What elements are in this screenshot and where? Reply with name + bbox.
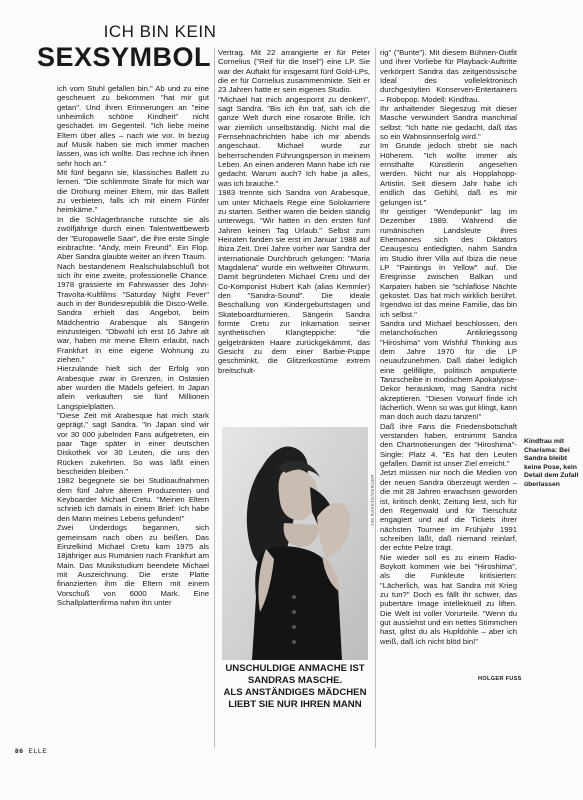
caption-line: UNSCHULDIGE ANMACHE IST <box>225 663 365 674</box>
paragraph: Zwei Underdogs begannen, sich gemeinsam nach oben zu beißen. Das Einzelkind Michael Cretu kam 1975 als 18jähriger aus Rumänien nach Frankfurt am Main. Das Musikstudium beendete Michael mit Auszeichnung. Die erste Platte finanzierten ihm die Eltern mit einem Vorschuß von 6000 Mark. Eine Schallplattenfirma nahm ihn unter <box>57 523 209 607</box>
magazine-name: ELLE <box>28 748 48 755</box>
author-byline: HOLGER FUSS <box>478 676 522 682</box>
paragraph: Mit fünf begann sie, klassisches Ballett zu lernen. "Die schlimmste Strafe für mich war die Drohung meiner Eltern, mir das Ballett zu verbieten, falls ich mit einem Fünfer heimkäme." <box>57 168 209 215</box>
paragraph: 1983 trennte sich Sandra von Arabesque, um unter Michaels Regie eine Solokarriere zu starten. Seither waren die beiden ständig unterwegs. "Wir hatten in den ersten fünf Jahren keinen Tag Urlaub." Selbst zum Heiraten fanden sie erst im Januar 1988 auf Ibiza Zeit. Drei Jahre vorher war Sandra der internationale Durchbruch gelungen: "Maria Magdalena" wurde ein weltweiter Ohrwurm. Damit begründeten Michael Cretu und der Co-Komponist Hubert Kah (alias Kemmler) den "Sandra-Sound". Die ideale Beschallung von Kindergeburtstagen und Skateboardturnieren. Sängerin Sandra formte Cretu zur Inkarnation seiner synthetischen Klangteppiche: "die gelgetränkten Haare zurückgekämmt, das Gesicht zu dem einer Barbie-Puppe geschminkt, die Glitzerkostüme extrem breitschult- <box>218 188 370 375</box>
article-column-1 <box>57 84 209 746</box>
paragraph: rig" ("Bunte"). Mit diesem Bühnen-Outfit und ihrer Vorliebe für Playback-Auftritte verkörpert Sandra das zeitgenössische Ideal des vollelektronisch durchgestylten Konserven-Entertainers – Robopop. Modell: Kindfrau. <box>380 48 517 104</box>
paragraph: Nach bestandenem Realschulabschluß bot sich ihr eine zweite, professionelle Chance. 1978 grassierte im Fahrwasser des John-Travolta-Kultfilms "Saturday Night Fever" auch in der Bundesrepublik die Disco-Welle. Sandra erhielt das Angebot, beim Mädchentrio Arabesque als Sängerin einzusteigen. "Obwohl ich erst 16 Jahre alt war, haben mir meine Eltern erlaubt, nach Frankfurt in eine eigene Wohnung zu ziehen." <box>57 261 209 364</box>
headline: SEXSYMBOL <box>36 42 212 72</box>
paragraph: Daß ihre Fans die Friedensbotschaft verstanden haben, entnimmt Sandra den Chartnotierungen der "Hiroshima"-Single: Platz 4. "Es hat den Leuten gefallen. Damit ist unser Ziel erreicht." <box>380 421 517 469</box>
paragraph: 1982 begegnete sie bei Studioaufnahmen dem fünf Jahre älteren Produzenten und Keyboarder Michael Cretu. "Meinen Eltern schrieb ich damals in einem Brief: Ich habe den Mann meines Lebens gefunden!" <box>57 476 209 523</box>
paragraph: Jetzt müssen nur noch die Medien von der neuen Sandra überzeugt werden – die mit 28 Jahren erwachsen geworden ist, kritisch denkt, Zeitung liest, sich für den Regenwald und für Tierschutz engagiert und auf die Tickets ihrer nächsten Tournee im Frühjahr 1991 schreiben läßt, daß niemand reinlarf, der echte Pelze trägt. <box>380 468 517 553</box>
headline-kicker: ICH BIN KEIN <box>103 22 217 41</box>
photo-caption <box>218 663 372 711</box>
portrait-photo <box>222 427 368 660</box>
side-caption <box>524 438 579 490</box>
caption-line: LIEBT SIE NUR IHREN MANN <box>228 699 362 710</box>
article-column-2 <box>218 48 370 417</box>
paragraph: "Diese Zeit mit Arabesque hat mich stark geprägt," sagt Sandra. "In Japan sind wir vor 30 000 jubelnden Fans aufgetreten, ein paar Tage später in einer deutschen Diskothek vor 30 Leuten, die uns den Rücken zukehrten. So was läßt einen bescheiden bleiben." <box>57 411 209 477</box>
photo-credit: JIM RAKETE/VERGER <box>370 474 375 526</box>
paragraph: Im Grunde jedoch strebt sie nach Höherem. "Ich wollte immer als ernsthafte Künstlerin angesehen werden. Nicht nur als Hopplahopp-Artistin. Seit diesem Jahr habe ich endlich das Gefühl, daß es mir gelungen ist." <box>380 141 517 207</box>
paragraph: In die Schlagerbranche rutschte sie als zwölfjährige durch einen Talentwettbewerb der "Europawelle Saar", die ihre erste Single einbrachte: "Andy, mein Freund". Ein Flop. Aber Sandra glaubte weiter an ihren Traum. <box>57 214 209 262</box>
paragraph: Hierzulande hielt sich der Erfolg von Arabesque zwar in Grenzen, in Ostasien aber wurden die Mädels gefeiert. In Japan allein verkauften sie fünf Millionen Langspielplatten. <box>57 364 209 411</box>
page-footer <box>15 748 48 755</box>
page-number: 86 <box>15 748 24 755</box>
column-divider <box>375 48 376 748</box>
paragraph: Vertrag. Mit 22 arrangierte er für Peter Cornelius ("Reif für die Insel") eine LP. Sie war der Auftakt für insgesamt fünf Gold-LPs, die er für Cornelius zusammenmixte. Seit er 23 Jahren hatte er sein eigenes Studio. <box>218 48 370 95</box>
side-caption-body: Bei Sandra bleibt keine Pose, kein Detail dem Zufall überlassen <box>524 446 579 488</box>
caption-line: ALS ANSTÄNDIGES MÄDCHEN <box>223 687 367 698</box>
paragraph: "Michael hat mich angespornt zu denken", sagt Sandra. "Bis ich ihn traf, sah ich die ganze Welt durch eine rosarote Brille. Ich war ziemlich unselbständig. Nicht mal die Fernsehnachrichten habe ich mir abends angeschaut. Michael wurde zur beherrschenden Führungsperson in meinem Leben. An einen anderen Mann habe ich nie gedacht. Warum auch? Ich habe ja alles, was ich brauche." <box>218 94 370 188</box>
column-divider <box>214 48 215 748</box>
side-caption-lead: Kindfrau mit Charisma: <box>524 438 565 454</box>
woman-portrait-illustration <box>222 427 368 660</box>
paragraph: Nie wieder soll es zu einem Radio-Boykott kommen wie bei "Hiroshima", als die Funkleute kritisierten: "Lächerlich, was hat Sandra mit Krieg zu tun?" Doch es fällt ihr schwer, das pubertäre Image intellektuell zu liften. Die Welt ist voller Vorurteile. "Wenn du gut aussiehst und ein nettes Stimmchen hast, giltst du als Hupfdohle – aber ich weiß, daß ich nicht blöd bin!" <box>380 552 517 646</box>
article-column-3 <box>380 48 517 700</box>
paragraph: Ihr geistiger "Wendepunkt" lag im Dezember 1989. Während die rumänischen Landsleute ihres Ehemannes sich des Diktators Ceauşescu entledigten, nahm Sandra im Studio ihrer Villa auf Ibiza die neue LP "Paintings In Yellow" auf. Die Ereignisse zwischen Balkan und Karpaten haben sie "schlaflose Nächte gekostet. Das hat mich wirklich berührt. Irgendwo ist das meine Familie, das bin ich selbst." <box>380 206 517 319</box>
paragraph: ich vom Stuhl gefallen bin." Ab und zu eine gescheuert zu bekommen "hat mir gut getan". Und ihren Erinnerungen an "eine unheimlich schöne Kindheit" nicht geschadet. Im Gegenteil. "Ich liebe meine Eltern über alles – nach wie vor. In bezug auf Musik haben sie mich immer machen lassen, was ich wollte. Das rechne ich ihnen sehr hoch an." <box>57 84 209 168</box>
paragraph: Sandra und Michael beschlossen, den melancholischen Antikriegssong "Hiroshima" vom Wishful Thinking aus dem Jahre 1970 für die LP neuaufzunehmen. Daß dabei lediglich eine gelifiligte, politisch amputierte Tanzscheibe in modischem Apokalypse-Dekor herauskam, mag Sandra nicht akzeptieren. "Diesen Vorwurf finde ich lächerlich. Wenn so was gut klingt, kann man doch auch dazu tanzen!" <box>380 318 517 422</box>
caption-line: SANDRAS MASCHE. <box>247 675 343 686</box>
paragraph: Ihr anhaltender Siegeszug mit dieser Masche verwundert Sandra manchmal selbst: "Ich hätte nie gedacht, daß das so ein Wahnsinnserfolg wird." <box>380 104 517 142</box>
